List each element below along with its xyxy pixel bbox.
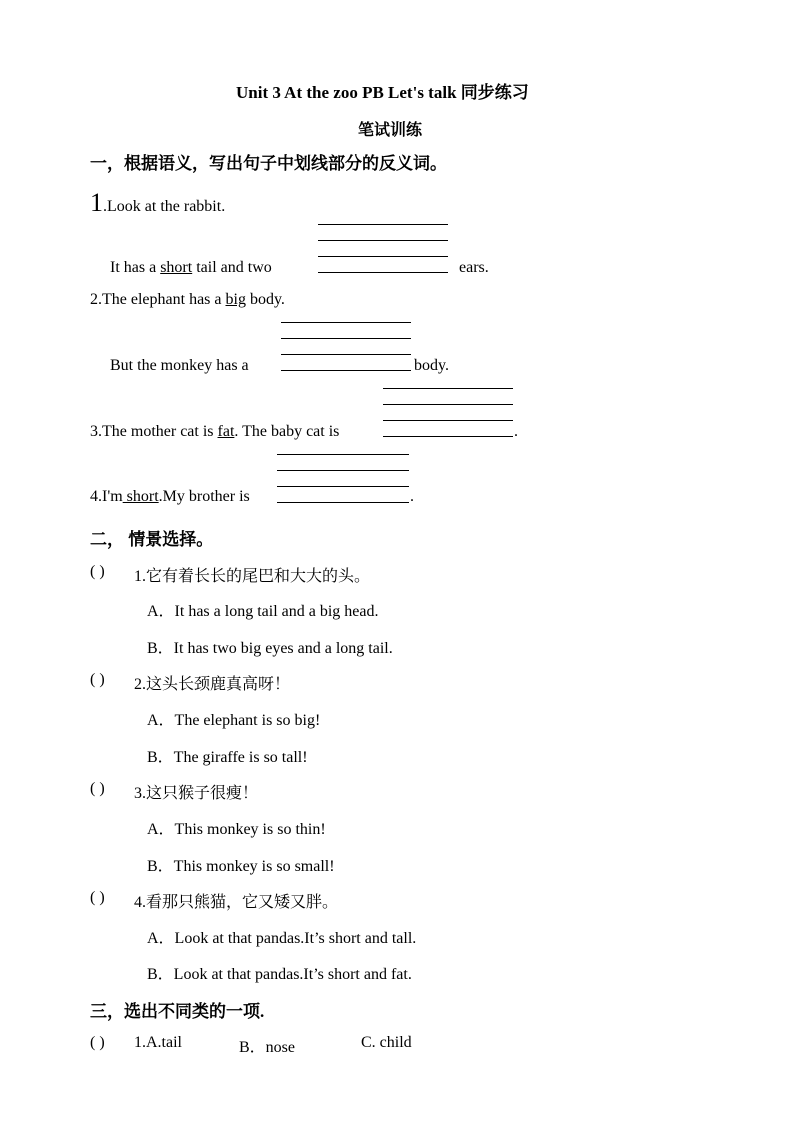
section3-heading: 三，选出不同类的一项.: [90, 1002, 265, 1021]
blank-line: [277, 470, 409, 471]
s2-q4-text: 4.看那只熊猫，它又矮又胖。: [134, 894, 339, 911]
blank-line: [383, 420, 513, 421]
worksheet-title: Unit 3 At the zoo PB Let's talk 同步练习: [236, 83, 529, 102]
q2-post1: body.: [245, 291, 285, 308]
q2-pre1: 2.The elephant has a: [90, 291, 226, 308]
blank-line: [281, 322, 411, 323]
q1-number: 1: [90, 188, 103, 217]
blank-line: [383, 388, 513, 389]
s2-q1-text: 1.它有着长长的尾巴和大大的头。: [134, 568, 371, 585]
q2-line1: [90, 291, 285, 309]
worksheet-subtitle: 笔试训练: [358, 122, 423, 139]
q3-line: [90, 423, 339, 441]
q1-answer-blank[interactable]: [318, 224, 448, 274]
q2-post2: body.: [414, 357, 449, 374]
q3-underlined-word: fat: [217, 423, 235, 440]
q1-line2: [110, 259, 272, 277]
blank-line: [277, 486, 409, 487]
q4-line: [90, 488, 250, 506]
s2-q3-option-b[interactable]: B．This monkey is so small!: [147, 858, 335, 875]
blank-line: [318, 256, 448, 257]
s3-q1-paren[interactable]: ( ): [90, 1034, 105, 1051]
blank-line: [318, 240, 448, 241]
q2-underlined-word: big: [225, 291, 246, 308]
q1-post: ears.: [459, 259, 489, 276]
s2-q2-option-a[interactable]: A．The elephant is so big!: [147, 712, 321, 729]
s2-q1-option-a[interactable]: A．It has a long tail and a big head.: [147, 603, 379, 620]
q3-mid: . The baby cat is: [234, 423, 340, 440]
q4-pre: 4.I'm: [90, 488, 123, 505]
s3-q1-option-c[interactable]: C. child: [361, 1034, 412, 1051]
q1-pre: It has a: [110, 259, 161, 276]
s2-q2-option-b[interactable]: B．The giraffe is so tall!: [147, 749, 308, 766]
s2-q4-option-b[interactable]: B．Look at that pandas.It’s short and fat.: [147, 966, 412, 983]
q3-pre: 3.The mother cat is: [90, 423, 218, 440]
blank-line: [281, 370, 411, 371]
q1-line1: [90, 188, 225, 218]
s2-q2-text: 2.这头长颈鹿真高呀！: [134, 676, 291, 693]
s2-q2-paren[interactable]: ( ): [90, 671, 105, 688]
q3-post: .: [514, 423, 518, 440]
s3-q1-option-a[interactable]: 1.A.tail: [134, 1034, 182, 1051]
q4-underlined-word: short: [122, 488, 159, 505]
section2-heading: 二， 情景选择。: [90, 530, 214, 549]
blank-line: [281, 338, 411, 339]
s2-q1-option-b[interactable]: B．It has two big eyes and a long tail.: [147, 640, 393, 657]
s3-q1-option-b[interactable]: B．nose: [239, 1039, 296, 1056]
q3-answer-blank[interactable]: [383, 388, 513, 438]
blank-line: [277, 454, 409, 455]
blank-line: [277, 502, 409, 503]
q1-mid: tail and two: [192, 259, 272, 276]
q2-answer-blank[interactable]: [281, 322, 411, 372]
q1-underlined-word: short: [160, 259, 193, 276]
s2-q4-option-a[interactable]: A．Look at that pandas.It’s short and tall.: [147, 930, 417, 947]
blank-line: [318, 272, 448, 273]
blank-line: [383, 436, 513, 437]
q4-mid: .My brother is: [158, 488, 250, 505]
s2-q3-text: 3.这只猴子很瘦！: [134, 785, 259, 802]
s2-q3-paren[interactable]: ( ): [90, 780, 105, 797]
s2-q4-paren[interactable]: ( ): [90, 889, 105, 906]
q4-post: .: [410, 488, 414, 505]
q4-answer-blank[interactable]: [277, 454, 409, 504]
s2-q1-paren[interactable]: ( ): [90, 563, 105, 580]
blank-line: [383, 404, 513, 405]
q1-text: .Look at the rabbit.: [103, 198, 226, 215]
blank-line: [318, 224, 448, 225]
section1-heading: 一，根据语义，写出句子中划线部分的反义词。: [90, 154, 447, 173]
blank-line: [281, 354, 411, 355]
q2-pre2: But the monkey has a: [110, 357, 249, 374]
s2-q3-option-a[interactable]: A．This monkey is so thin!: [147, 821, 326, 838]
